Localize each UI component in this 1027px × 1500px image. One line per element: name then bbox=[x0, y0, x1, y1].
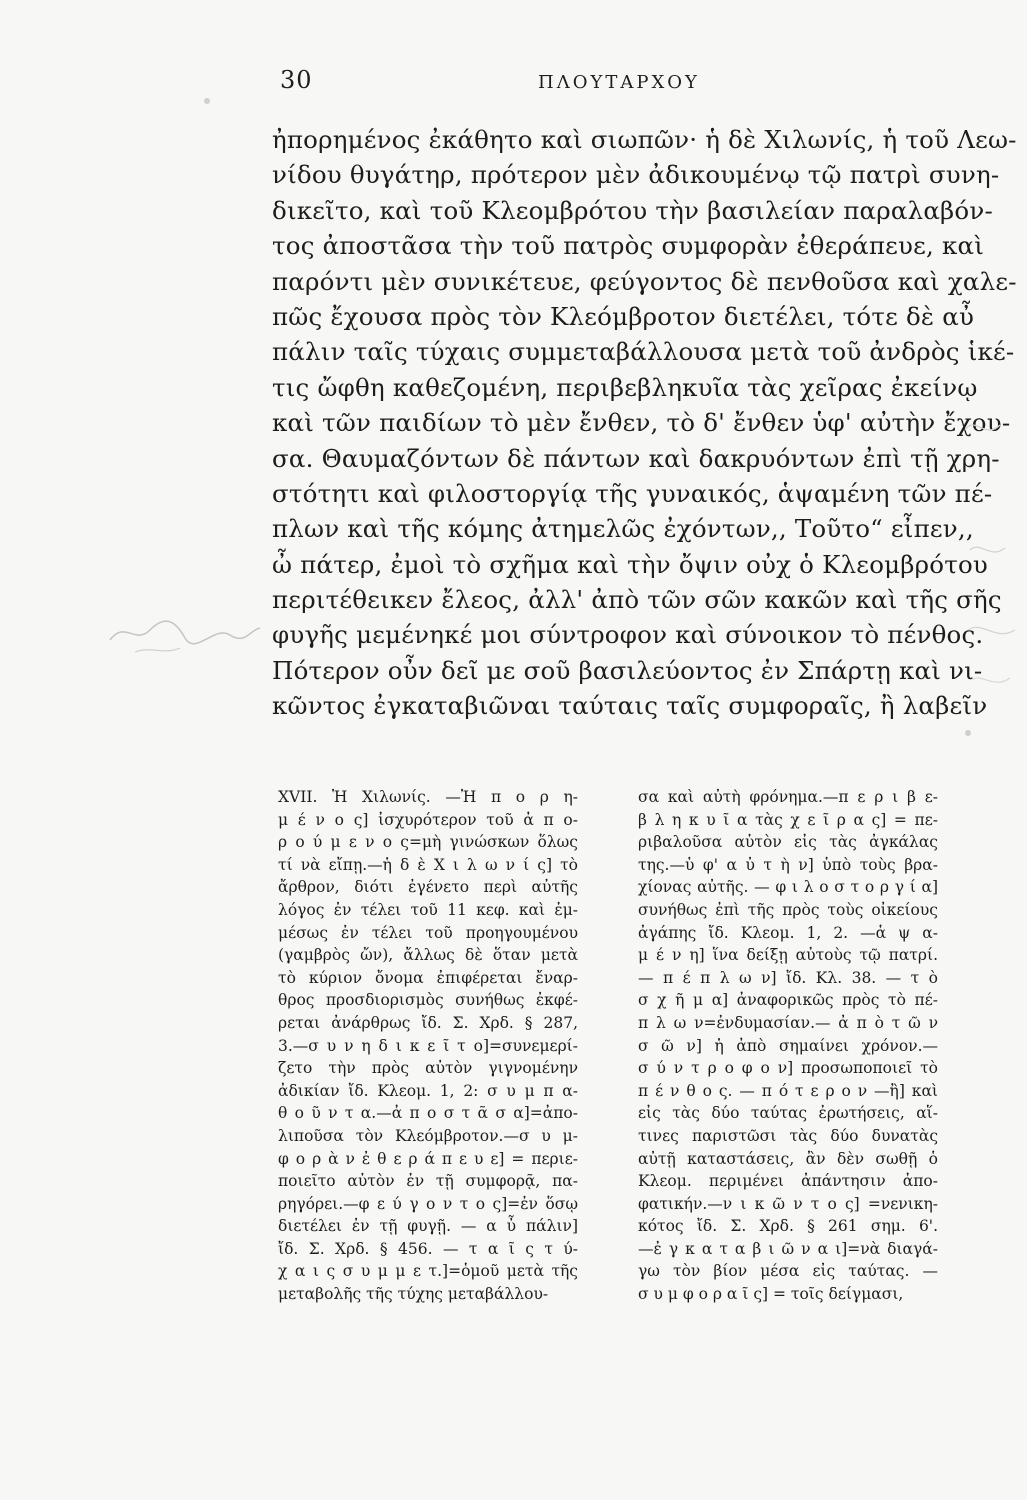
note-line: μ έ ν η] ἵνα δείξῃ αὐτοὺς τῷ πατρί. bbox=[638, 946, 938, 965]
main-text-line: ὦ πάτερ, ἐμοὶ τὸ σχῆμα καὶ τὴν ὄψιν οὐχ ὁ Κλεομβρότου bbox=[272, 549, 988, 579]
note-line: μ έ ν ο ς] ἰσχυρότερον τοῦ ἀ π ο- bbox=[278, 810, 578, 829]
note-line: 3.—σ υ ν η δ ι κ ε ῖ τ ο]=συνεμερί- bbox=[278, 1036, 578, 1055]
main-text-line: νίδου θυγάτηρ, πρότερον μὲν ἀδικουμένῳ τῷ πατρὶ συνη- bbox=[272, 160, 1000, 190]
note-line: της.—ὑ φ' α ὐ τ ὴ ν] ὑπὸ τοὺς βρα- bbox=[638, 855, 938, 874]
main-text-block bbox=[272, 122, 1017, 724]
running-head: ΠΛΟΥΤΑΡΧΟΥ bbox=[538, 72, 700, 93]
note-line: σ υ μ φ ο ρ α ῖ ς] = τοῖς δείγμασι, bbox=[638, 1285, 904, 1304]
note-line: θ ο ῦ ν τ α.—ἀ π ο σ τ ᾶ σ α]=ἀπο- bbox=[278, 1104, 578, 1123]
note-line: XVII. Ἡ Χιλωνίς. —Ἠ π ο ρ η- bbox=[278, 788, 578, 806]
main-text-line: τις ὤφθη καθεζομένη, περιβεβληκυῖα τὰς χεῖρας ἐκείνῳ bbox=[272, 372, 978, 402]
notes-right-column bbox=[638, 786, 938, 1306]
note-line: —ἐ γ κ α τ α β ι ῶ ν α ι]=νὰ διαγά- bbox=[638, 1239, 938, 1258]
main-text-line: φυγῆς μεμένηκέ μοι σύντροφον καὶ σύνοικον τὸ πένθος. bbox=[272, 620, 984, 650]
note-line: σα καὶ αὐτὴ φρόνημα.—π ε ρ ι β ε- bbox=[638, 788, 938, 806]
main-text-line: κῶντος ἐγκαταβιῶναι ταύταις ταῖς συμφοραῖς, ἢ λαβεῖν bbox=[272, 691, 988, 721]
main-text-line: Πότερον οὖν δεῖ με σοῦ βασιλεύοντος ἐν Σπάρτῃ καὶ νι- bbox=[272, 655, 983, 685]
note-line: β λ η κ υ ῖ α τὰς χ ε ῖ ρ α ς] = πε- bbox=[638, 810, 938, 829]
note-line: μεταβολῆς τῆς τύχης μεταβάλλου- bbox=[278, 1285, 549, 1304]
main-text-line: σα. Θαυμαζόντων δὲ πάντων καὶ δακρυόντων ἐπὶ τῇ χρη- bbox=[272, 443, 1000, 473]
main-text-line: πλων καὶ τῆς κόμης ἀτημελῶς ἐχόντων,, Τοῦτο“ εἶπεν,, bbox=[272, 514, 974, 544]
note-line: ἀδικίαν ἴδ. Κλεομ. 1, 2: σ υ μ π α- bbox=[278, 1081, 578, 1100]
note-line: (γαμβρὸς ὤν), ἄλλως δὲ ὅταν μετὰ bbox=[278, 946, 578, 965]
note-line: διετέλει ἐν τῇ φυγῇ. — α ὖ πάλιν] bbox=[278, 1217, 578, 1236]
page-header bbox=[270, 66, 970, 106]
note-line: μέσως ἐν τέλει τοῦ προηγουμένου bbox=[278, 923, 578, 942]
note-line: τί νὰ εἴπῃ.—ἡ δ ὲ Χ ι λ ω ν ί ς] τὸ bbox=[278, 855, 578, 874]
note-line: τὸ κύριον ὄνομα ἐπιφέρεται ἔναρ- bbox=[278, 968, 578, 987]
note-line: Κλεομ. περιμένει ἀπάντησιν ἀπο- bbox=[638, 1172, 938, 1191]
main-text-line: στότητι καὶ φιλοστοργίᾳ τῆς γυναικός, ἁψαμένη τῶν πέ- bbox=[272, 478, 993, 508]
margin-dot bbox=[204, 98, 210, 104]
note-line: π λ ω ν=ἐνδυμασίαν.— ἀ π ὸ τ ῶ ν bbox=[638, 1013, 938, 1032]
note-line: ρηγόρει.—φ ε ύ γ ο ν τ ο ς]=ἐν ὅσῳ bbox=[278, 1194, 578, 1213]
note-line: ποιεῖτο αὐτὸν ἐν τῇ συμφορᾷ, πα- bbox=[278, 1172, 578, 1191]
note-line: π έ ν θ ο ς. — π ό τ ε ρ ο ν —ἢ] καὶ bbox=[638, 1081, 938, 1100]
note-line: φατικήν.—ν ι κ ῶ ν τ ο ς] =νενικη- bbox=[638, 1194, 938, 1213]
main-text-line: περιτέθεικεν ἔλεος, ἀλλ' ἀπὸ τῶν σῶν κακῶν καὶ τῆς σῆς bbox=[272, 585, 1002, 615]
main-text-line: παρόντι μὲν συνικέτευε, φεύγοντος δὲ πενθοῦσα καὶ χαλε- bbox=[272, 266, 1017, 296]
note-line: εἰς τὰς δύο ταύτας ἐρωτήσεις, αἵ- bbox=[638, 1104, 938, 1123]
main-text-line: ἠπορημένος ἐκάθητο καὶ σιωπῶν· ἡ δὲ Χιλωνίς, ἡ τοῦ Λεω- bbox=[272, 125, 1017, 154]
pencil-marginalia-left bbox=[105, 600, 265, 660]
note-line: κότος ἴδ. Σ. Χρδ. § 261 σημ. 6'. bbox=[638, 1217, 938, 1236]
note-line: αὐτῇ καταστάσεις, ἂν δὲν σωθῇ ὁ bbox=[638, 1149, 938, 1168]
notes-left-column bbox=[278, 786, 578, 1306]
note-line: ριβαλοῦσα αὐτὸν εἰς τὰς ἀγκάλας bbox=[638, 833, 938, 852]
main-text-line: πάλιν ταῖς τύχαις συμμεταβάλλουσα μετὰ τοῦ ἀνδρὸς ἱκέ- bbox=[272, 337, 1015, 367]
main-text-line: τος ἀποστᾶσα τὴν τοῦ πατρὸς συμφορὰν ἐθεράπευε, καὶ bbox=[272, 231, 985, 261]
note-line: λόγος ἐν τέλει τοῦ 11 κεφ. καὶ ἐμ- bbox=[278, 900, 578, 919]
note-line: σ ῶ ν] ἡ ἀπὸ σημαίνει χρόνον.— bbox=[638, 1036, 938, 1055]
note-line: ἄρθρον, διότι ἐγένετο περὶ αὐτῆς bbox=[278, 878, 578, 897]
main-text-line: καὶ τῶν παιδίων τὸ μὲν ἔνθεν, τὸ δ' ἔνθεν ὑφ' αὐτὴν ἔχου- bbox=[272, 408, 1011, 438]
note-line: — π έ π λ ω ν] ἴδ. Κλ. 38. — τ ὸ bbox=[638, 968, 938, 987]
main-text-line: δικεῖτο, καὶ τοῦ Κλεομβρότου τὴν βασιλείαν παραλαβόν- bbox=[272, 195, 993, 225]
note-line: ρεται ἀνάρθρως ἴδ. Σ. Χρδ. § 287, bbox=[278, 1013, 578, 1032]
note-line: ρ ο ύ μ ε ν ο ς=μὴ γινώσκων ὅλως bbox=[278, 833, 578, 852]
note-line: φ ο ρ ὰ ν ἐ θ ε ρ ά π ε υ ε] = περιε- bbox=[278, 1149, 578, 1168]
note-line: συνήθως ἐπὶ τῆς πρὸς τοὺς οἰκείους bbox=[638, 900, 938, 919]
page-number: 30 bbox=[280, 66, 313, 94]
note-line: τινες παριστῶσι τὰς δύο δυνατὰς bbox=[638, 1126, 938, 1145]
note-line: ἴδ. Σ. Χρδ. § 456. — τ α ῖ ς τ ύ- bbox=[278, 1239, 578, 1258]
note-line: ζετο τὴν πρὸς αὐτὸν γιγνομένην bbox=[278, 1059, 578, 1078]
commentary-notes bbox=[278, 786, 938, 1306]
note-line: σ χ ῆ μ α] ἀναφορικῶς πρὸς τὸ πέ- bbox=[638, 991, 938, 1010]
pencil-marginalia-right bbox=[960, 380, 1025, 720]
note-line: ἀγάπης ἴδ. Κλεομ. 1, 2. —ἁ ψ α- bbox=[638, 923, 938, 942]
margin-dot bbox=[965, 730, 971, 736]
note-line: θρος προσδιορισμὸς συνήθως ἐκφέ- bbox=[278, 991, 578, 1010]
note-line: χίονας αὐτῆς. — φ ι λ ο σ τ ο ρ γ ί α] bbox=[638, 878, 938, 897]
note-line: λιποῦσα τὸν Κλεόμβροτον.—σ υ μ- bbox=[278, 1126, 578, 1145]
note-line: χ α ι ς σ υ μ μ ε τ.]=ὁμοῦ μετὰ τῆς bbox=[278, 1262, 578, 1281]
main-text-line: πῶς ἔχουσα πρὸς τὸν Κλεόμβροτον διετέλει, τότε δὲ αὖ bbox=[272, 301, 975, 331]
note-line: γω τὸν βίον μέσα εἰς ταύτας. — bbox=[638, 1262, 938, 1281]
note-line: σ ύ ν τ ρ ο φ ο ν] προσωποποιεῖ τὸ bbox=[638, 1059, 938, 1078]
